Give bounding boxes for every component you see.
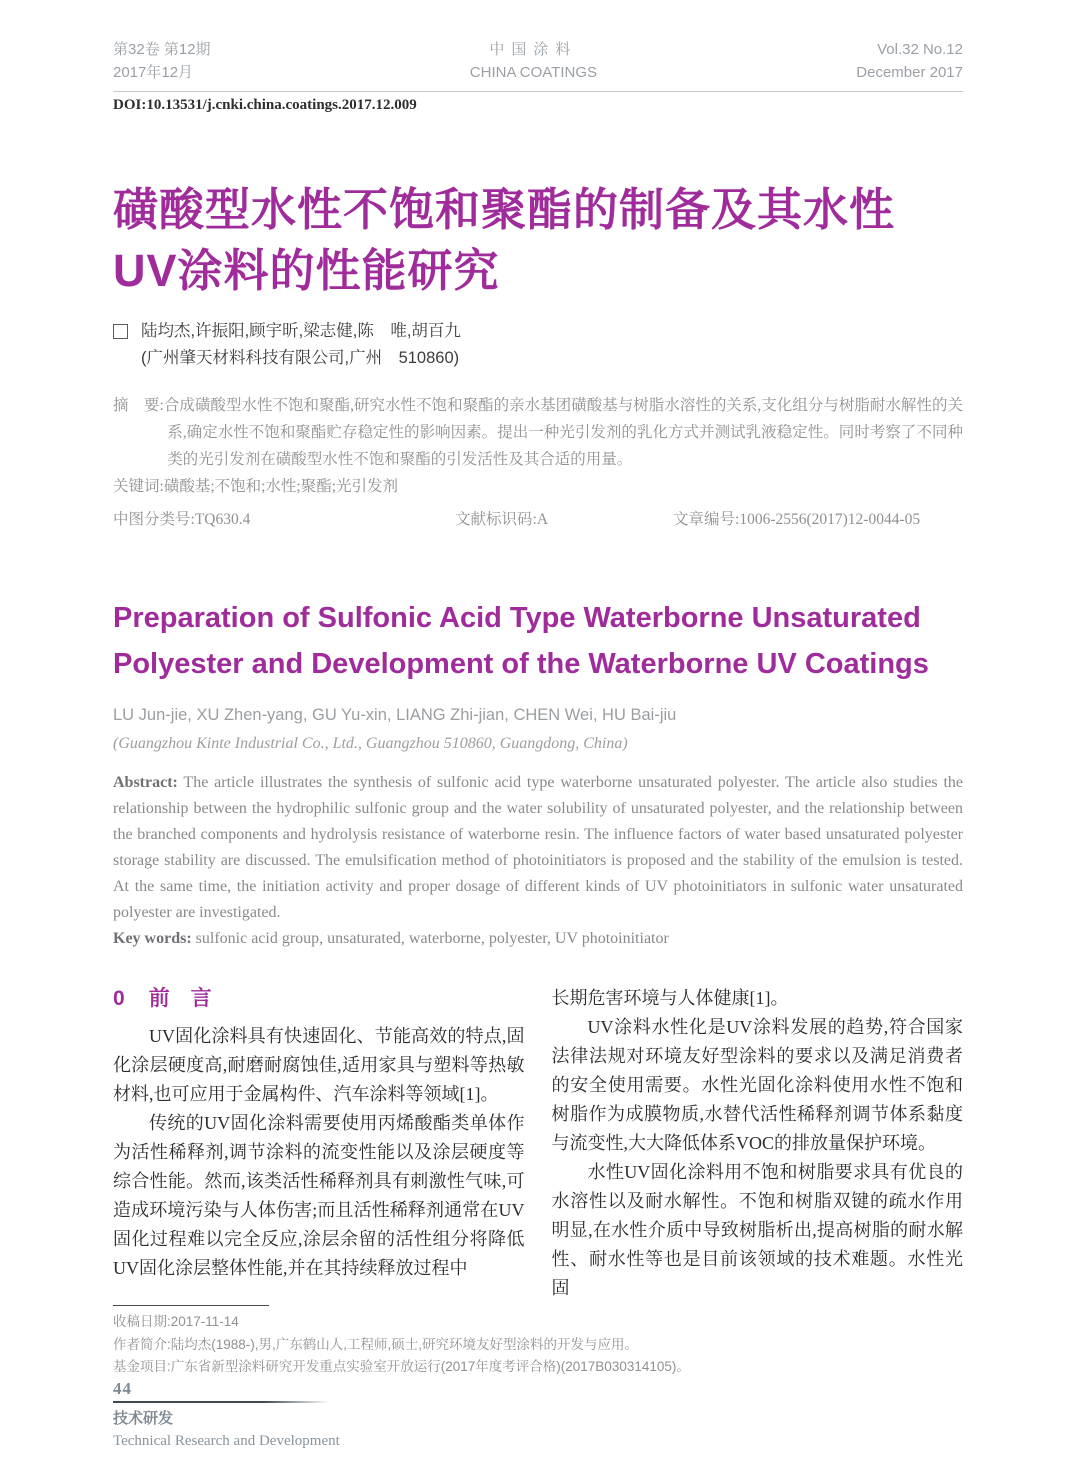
footnotes bbox=[113, 1311, 963, 1379]
header-center bbox=[470, 38, 597, 84]
keywords-cn bbox=[113, 473, 963, 500]
article-id bbox=[673, 506, 963, 533]
article-id-label: 文章编号: bbox=[673, 511, 740, 528]
journal-header bbox=[113, 38, 963, 92]
article-body bbox=[113, 984, 963, 1303]
header-right bbox=[856, 38, 963, 84]
affiliation-en: (Guangzhou Kinte Industrial Co., Ltd., Guangzhou 510860, Guangdong, China) bbox=[113, 735, 628, 752]
keywords-en bbox=[113, 926, 963, 952]
page-number: 44 bbox=[113, 1378, 132, 1398]
column-name-en: Technical Research and Development bbox=[113, 1432, 340, 1449]
abstract-en-text: The article illustrates the synthesis of sulfonic acid type waterborne unsaturated polyester. The article also studies the relationship between the hydrophilic sulfonic group and the water solubility of unsaturated polyester, and the relationship between the branched components and hydrolysis resistance of waterborne resin. The influence factors of water based unsaturated polyester storage stability are discussed. The emulsification method of photoinitiators is proposed and the stability of the emulsion is tested. At the same time, the initiation activity and proper dosage of different kinds of UV photoinitiators in sulfonic water unsaturated polyester are investigated. bbox=[113, 774, 963, 921]
footer-divider bbox=[113, 1401, 329, 1403]
classification-row bbox=[113, 506, 963, 533]
keywords-cn-text: 磺酸基;不饱和;水性;聚酯;光引发剂 bbox=[163, 478, 399, 495]
keywords-cn-label: 关键词: bbox=[113, 478, 164, 495]
abstract-en-label: Abstract: bbox=[113, 774, 178, 791]
section-title: 前 言 bbox=[148, 987, 212, 1010]
keywords-en-label: Key words: bbox=[113, 930, 192, 947]
document-code-value: A bbox=[536, 511, 549, 528]
authors-en: LU Jun-jie, XU Zhen-yang, GU Yu-xin, LIANG Zhi-jian, CHEN Wei, HU Bai-jiu bbox=[113, 706, 677, 724]
authors-cn-text: 陆均杰,许振阳,顾宇昕,梁志健,陈 唯,胡百九 bbox=[141, 322, 461, 340]
right-column bbox=[552, 984, 964, 1303]
journal-name-en: CHINA COATINGS bbox=[469, 64, 598, 81]
abstract-en-block bbox=[113, 770, 963, 952]
author-bio: 作者简介:陆均杰(1988-),男,广东鹤山人,工程师,硕士,研究环境友好型涂料的开发与应用。 bbox=[113, 1336, 639, 1352]
abstract-cn-label: 摘 要: bbox=[113, 397, 164, 414]
clc-value: TQ630.4 bbox=[194, 511, 251, 528]
journal-name-cn: 中国涂料 bbox=[489, 41, 578, 58]
left-column bbox=[113, 984, 525, 1303]
volume-issue-cn: 第32卷 第12期 bbox=[113, 41, 211, 58]
section-heading bbox=[113, 984, 525, 1014]
abstract-cn-text: 合成磺酸型水性不饱和聚酯,研究水性不饱和聚酯的亲水基团磺酸基与树脂水溶性的关系,支化组分与树脂耐水解性的关系,确定水性不饱和聚酯贮存稳定性的影响因素。提出一种光引发剂的乳化方式并测试乳液稳定性。同时考察了不同种类的光引发剂在磺酸型水性不饱和聚酯的引发活性及其合适的用量。 bbox=[163, 397, 963, 468]
doi: DOI:10.13531/j.cnki.china.coatings.2017.12.009 bbox=[113, 97, 417, 113]
paragraph: UV涂料水性化是UV涂料发展的趋势,符合国家法律法规对环境友好型涂料的要求以及满足消费者的安全使用需要。水性光固化涂料使用水性不饱和树脂作为成膜物质,水替代活性稀释剂调节体系黏度与流变性,大大降低体系VOC的排放量保护环境。 bbox=[551, 1017, 963, 1153]
column-name-cn: 技术研发 bbox=[113, 1410, 174, 1427]
section-number: 0 bbox=[113, 987, 125, 1010]
authors-cn bbox=[113, 319, 963, 343]
paragraph: 传统的UV固化涂料需要使用丙烯酸酯类单体作为活性稀释剂,调节涂料的流变性能以及涂层硬度等综合性能。然而,该类活性稀释剂具有刺激性气味,可造成环境污染与人体伤害;而且活性稀释剂通常在UV固化过程难以完全反应,涂层余留的活性组分将降低UV固化涂层整体性能,并在其持续释放过程中 bbox=[113, 1113, 525, 1278]
abstract-cn bbox=[113, 392, 963, 473]
funding-project: 基金项目:广东省新型涂料研究开发重点实验室开放运行(2017年度考评合格)(2017B030314105)。 bbox=[113, 1359, 690, 1374]
keywords-en-text: sulfonic acid group, unsaturated, waterborne, polyester, UV photoinitiator bbox=[191, 930, 669, 947]
author-marker-icon bbox=[113, 324, 128, 339]
article-title-en bbox=[113, 595, 963, 687]
clc-number bbox=[113, 506, 455, 533]
clc-label: 中图分类号: bbox=[113, 511, 195, 528]
paragraph: UV固化涂料具有快速固化、节能高效的特点,固化涂层硬度高,耐磨耐腐蚀佳,适用家具与塑料等热敏材料,也可应用于金属构件、汽车涂料等领域[1]。 bbox=[113, 1026, 525, 1104]
article-title-en-line2: Polyester and Development of the Waterborne UV Coatings bbox=[113, 648, 929, 680]
paragraph: 长期危害环境与人体健康[1]。 bbox=[551, 988, 789, 1008]
date-cn: 2017年12月 bbox=[113, 64, 194, 81]
footnote-divider bbox=[113, 1305, 269, 1306]
received-date: 收稿日期:2017-11-14 bbox=[113, 1314, 239, 1329]
abstract-cn-block bbox=[113, 392, 963, 533]
page-footer bbox=[113, 1379, 963, 1459]
article-title-cn-line1: 磺酸型水性不饱和聚酯的制备及其水性 bbox=[113, 184, 896, 235]
affiliation-cn: (广州肇天材料科技有限公司,广州 510860) bbox=[141, 349, 460, 367]
article-title-cn-line2: UV涂料的性能研究 bbox=[113, 245, 500, 296]
abstract-en bbox=[113, 770, 963, 926]
article-id-value: 1006-2556(2017)12-0044-05 bbox=[739, 511, 921, 528]
date-en: December 2017 bbox=[856, 64, 963, 81]
header-left bbox=[113, 38, 211, 84]
article-title-en-line1: Preparation of Sulfonic Acid Type Waterborne Unsaturated bbox=[113, 602, 921, 634]
document-code bbox=[455, 506, 673, 533]
article-title-cn bbox=[113, 179, 963, 301]
paragraph: 水性UV固化涂料用不饱和树脂要求具有优良的水溶性以及耐水解性。不饱和树脂双键的疏水作用明显,在水性介质中导致树脂析出,提高树脂的耐水解性、耐水性等也是目前该领域的技术难题。水性光固 bbox=[551, 1162, 963, 1298]
document-code-label: 文献标识码: bbox=[455, 511, 537, 528]
volume-issue-en: Vol.32 No.12 bbox=[877, 41, 963, 58]
